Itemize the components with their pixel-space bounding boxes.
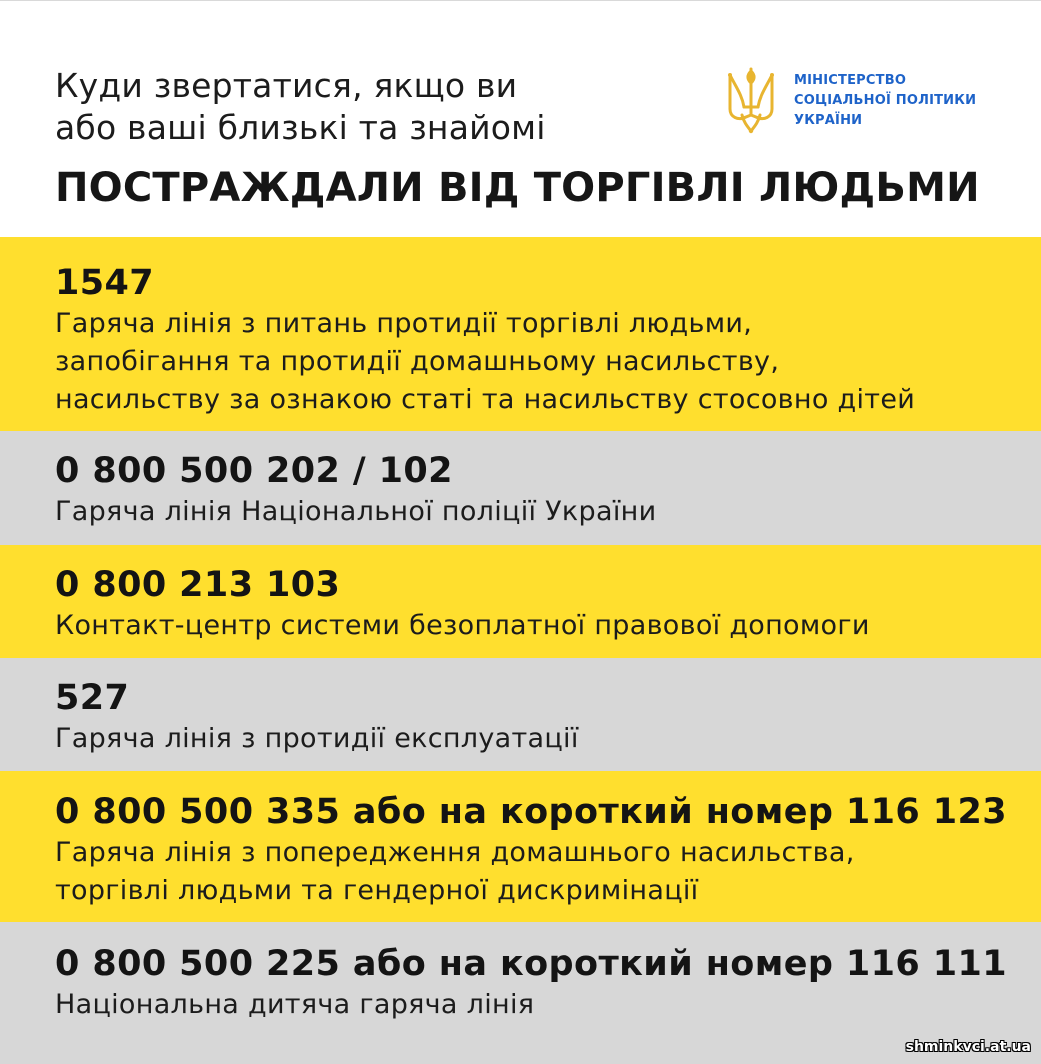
ministry-line-1: МІНІСТЕРСТВО <box>794 73 907 88</box>
hotline-description-line: Національна дитяча гаряча лінія <box>55 989 535 1020</box>
headline: ПОСТРАЖДАЛИ ВІД ТОРГІВЛІ ЛЮДЬМИ <box>55 165 980 211</box>
hotline-description-line: Гаряча лінія Національної поліції України <box>55 496 657 527</box>
hotline-number: 0 800 500 335 або на короткий номер 116 123 <box>55 792 1008 832</box>
hotline-number: 0 800 500 202 / 102 <box>55 451 453 491</box>
hotline-1547 <box>0 237 1041 431</box>
hotline-description-line: Гаряча лінія з попередження домашнього насильства, <box>55 837 855 868</box>
hotline-description-line: Контакт-центр системи безоплатної правової допомоги <box>55 610 870 641</box>
ministry-line-2: СОЦІАЛЬНОЇ ПОЛІТИКИ <box>794 93 977 108</box>
trident-emblem-icon <box>722 65 780 135</box>
hotline-number: 0 800 213 103 <box>55 565 341 605</box>
intro-line-1: Куди звертатися, якщо ви <box>55 66 518 105</box>
hotline-legal-aid <box>0 545 1041 658</box>
hotline-description-line: торгівлі людьми та гендерної дискримінації <box>55 875 699 906</box>
intro-text <box>55 65 546 149</box>
ministry-name <box>794 71 976 131</box>
site-watermark: shminkvci.at.ua <box>905 1039 1031 1055</box>
hotline-number: 1547 <box>55 263 155 303</box>
ministry-logo <box>722 65 992 137</box>
ministry-line-3: УКРАЇНИ <box>794 113 863 128</box>
hotline-number: 0 800 500 225 або на короткий номер 116 111 <box>55 944 1008 984</box>
hotline-description-line: запобігання та протидії домашньому насильству, <box>55 346 780 377</box>
hotline-number: 527 <box>55 678 130 718</box>
hotline-527 <box>0 658 1041 771</box>
hotline-children <box>0 922 1041 1064</box>
hotline-description-line: насильству за ознакою статі та насильству стосовно дітей <box>55 384 916 415</box>
header <box>0 1 1041 237</box>
hotline-national-police <box>0 431 1041 545</box>
hotline-domestic-violence <box>0 771 1041 922</box>
hotline-description-line: Гаряча лінія з протидії експлуатації <box>55 723 579 754</box>
hotline-description-line: Гаряча лінія з питань протидії торгівлі людьми, <box>55 308 753 339</box>
intro-line-2: або ваші близькі та знайомі <box>55 108 546 147</box>
